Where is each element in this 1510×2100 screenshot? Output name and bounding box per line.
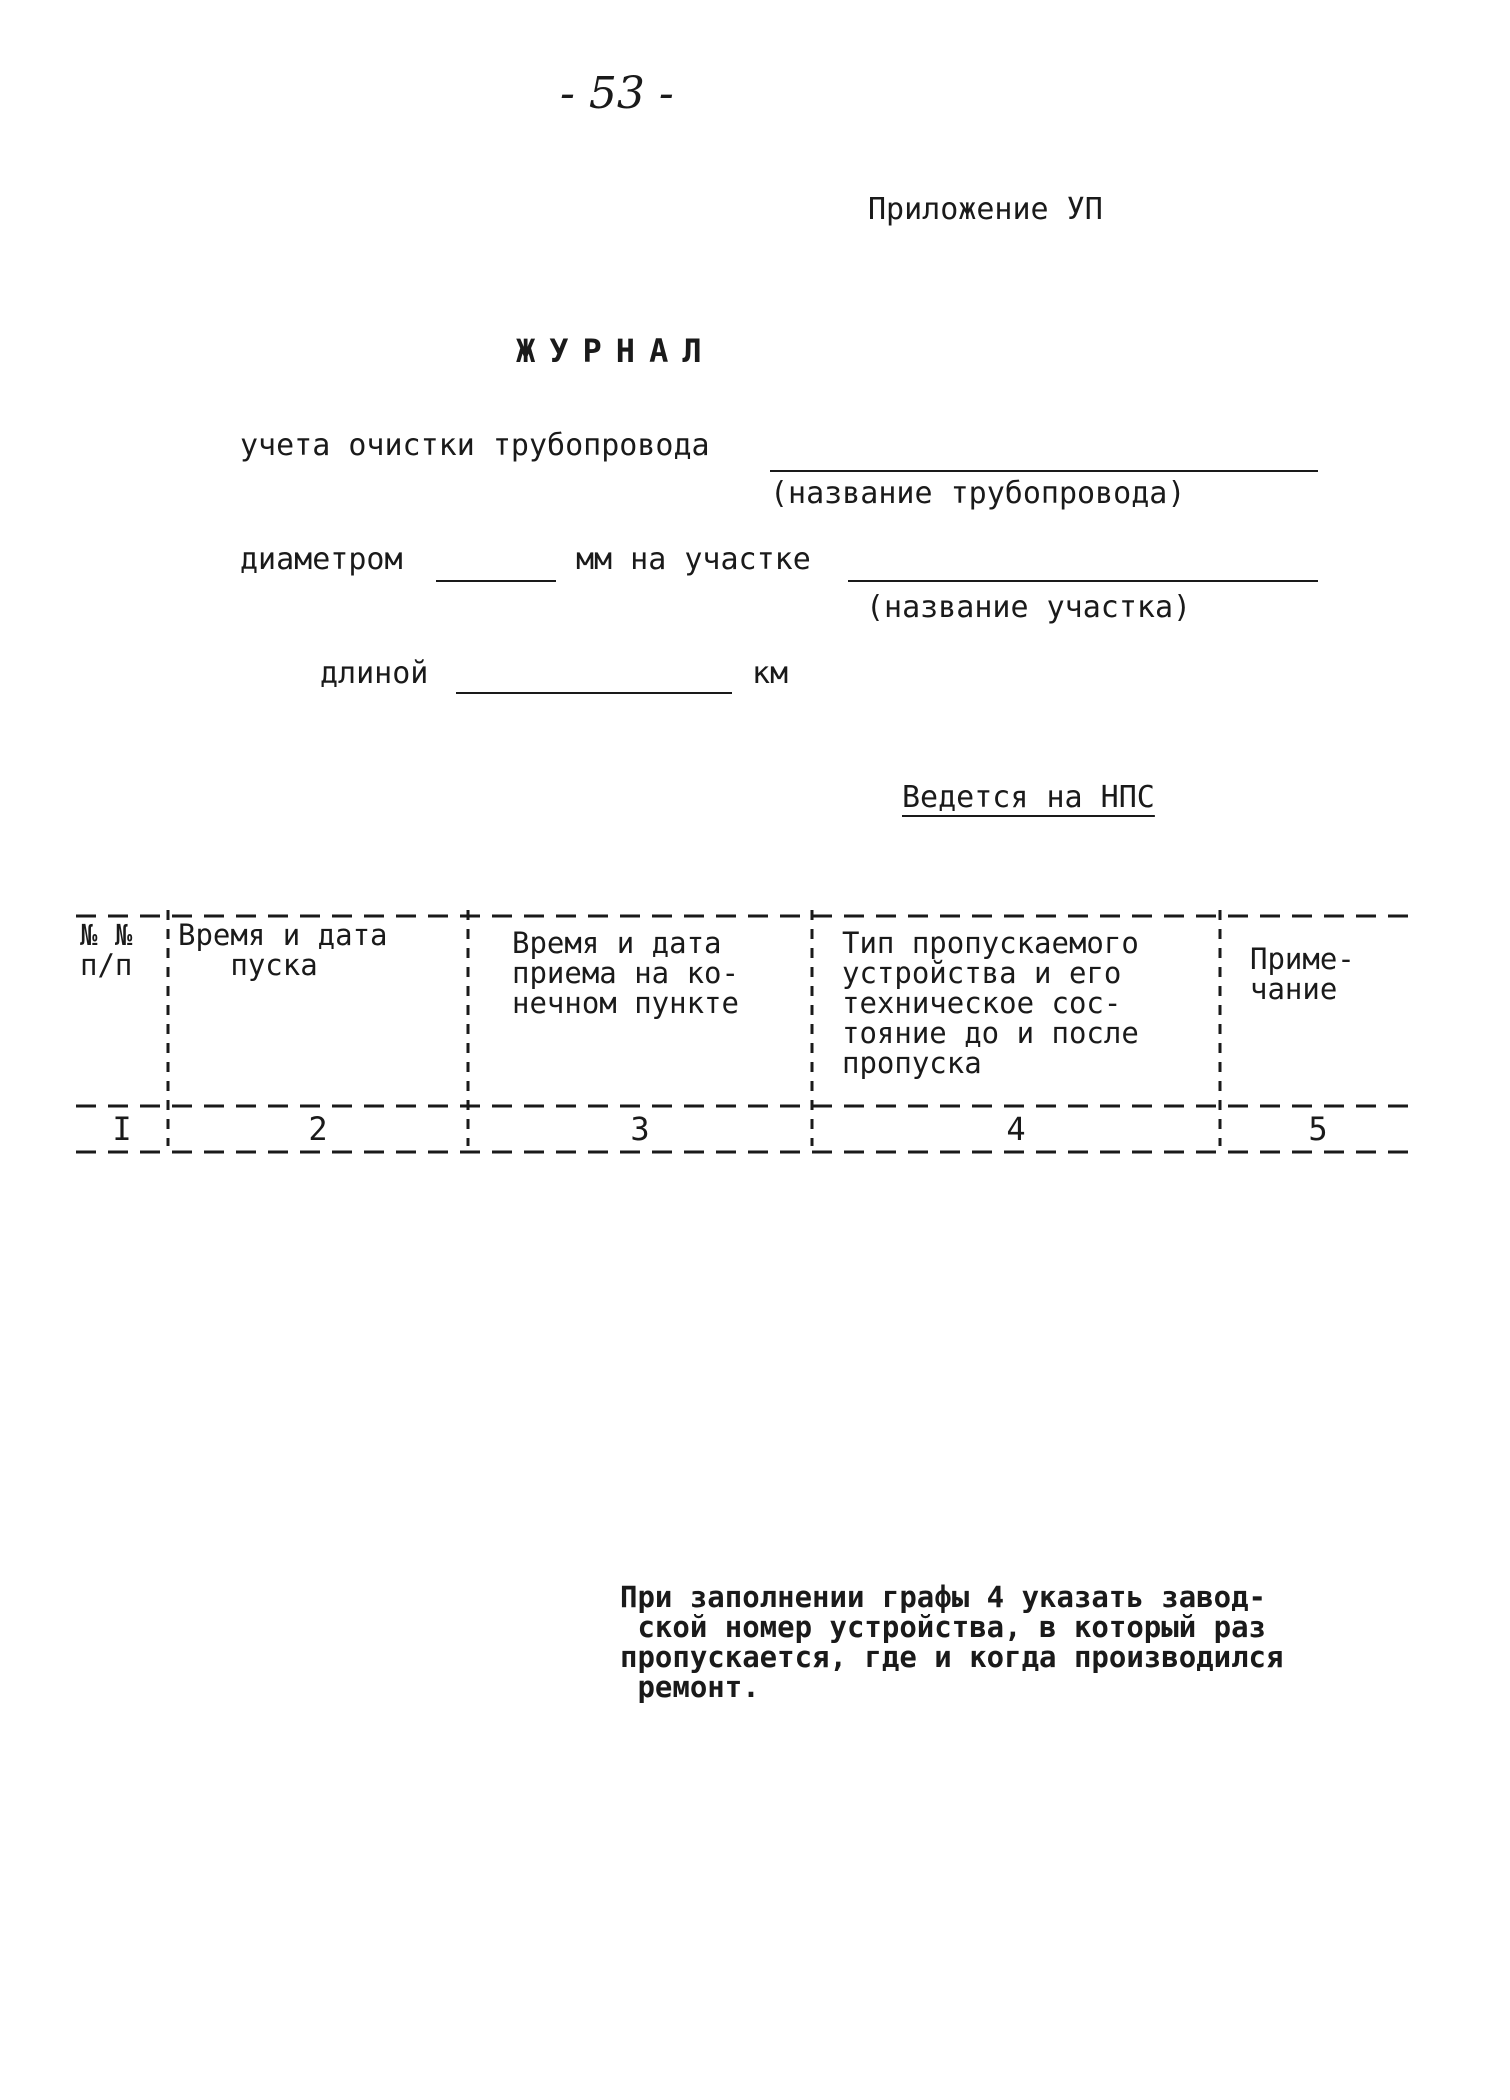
conducted-at-label: Ведется на НПС [902, 780, 1155, 815]
column-header-5: Приме- чание [1250, 942, 1355, 1006]
pipeline-name-caption: (название трубопровода) [770, 476, 1186, 511]
page-number: - 53 - [560, 68, 674, 119]
document-title: ЖУРНАЛ [516, 332, 716, 370]
appendix-label: Приложение УП [868, 192, 1103, 227]
column-number-1: I [112, 1110, 132, 1148]
column-header-4: Тип пропускаемого устройства и его техническое сос- тояние до и после пропуска [842, 926, 1139, 1080]
pipeline-label: учета очистки трубопровода [240, 428, 710, 463]
section-name-blank [848, 548, 1318, 582]
column-number-3: 3 [630, 1110, 650, 1148]
column-number-5: 5 [1308, 1110, 1328, 1148]
column-header-2: Время и дата пуска [178, 918, 388, 982]
diameter-label: диаметром [240, 542, 403, 577]
diameter-unit-label: мм на участке [576, 542, 811, 577]
journal-table [76, 908, 1416, 1160]
section-name-caption: (название участка) [866, 590, 1192, 625]
pipeline-name-blank [770, 436, 1318, 472]
length-unit-label: км [752, 656, 789, 691]
diameter-blank [436, 548, 556, 582]
length-blank [456, 660, 732, 694]
filling-note: При заполнении графы 4 указать завод- ской номер устройства, в который раз пропускается, где и когда производился ремонт. [620, 1580, 1284, 1704]
column-header-1: № № п/п [80, 918, 133, 982]
column-header-3: Время и дата приема на ко- нечном пункте [512, 926, 739, 1020]
column-number-2: 2 [308, 1110, 328, 1148]
length-label: длиной [320, 656, 429, 691]
column-number-4: 4 [1006, 1110, 1026, 1148]
